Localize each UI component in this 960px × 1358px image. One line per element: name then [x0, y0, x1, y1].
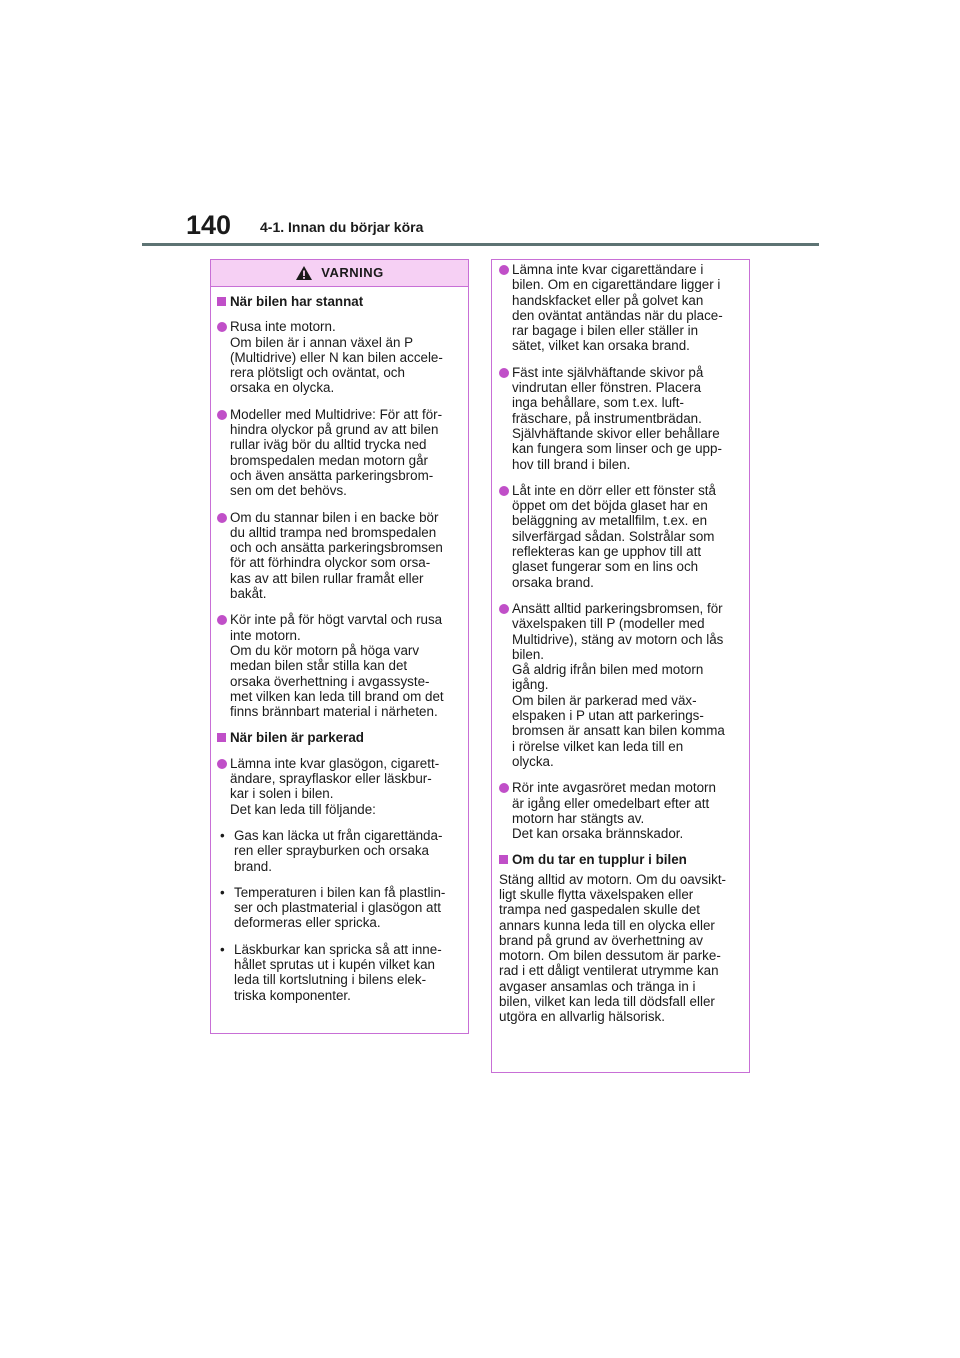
list-item — [499, 483, 741, 590]
dot-bullet-icon — [217, 322, 227, 332]
bullet-glyph: • — [220, 884, 225, 900]
dot-bullet-icon — [217, 615, 227, 625]
bullet-glyph: • — [220, 941, 225, 957]
list-item — [499, 365, 741, 472]
warning-box-continued — [491, 259, 750, 1073]
warning-triangle-icon — [295, 265, 313, 281]
item-text: Fäst inte självhäftande skivor på vindrutan eller fönstren. Placera inga behållare, som t.ex. luft- fräschare, på instrumentbrädan. Självhäftande skivor eller behållare kan fungera som linser och ge upp- hov till brand i bilen. — [512, 364, 722, 472]
item-text: Läskburkar kan spricka så att inne- hållet sprutas ut i kupén vilket kan leda till kortslutning i bilens elek- triska komponenter. — [234, 941, 442, 1003]
sub-bullet-item — [217, 828, 460, 874]
list-item — [217, 407, 460, 499]
item-text: Temperaturen i bilen kan få plastlin- ser och plastmaterial i glasögon att deformeras eller spricka. — [234, 884, 446, 931]
subheading-text: Om du tar en tupplur i bilen — [512, 852, 687, 868]
subheading-text: När bilen har stannat — [230, 294, 364, 309]
list-item — [499, 262, 741, 354]
item-text: Modeller med Multidrive: För att för- hindra olyckor på grund av att bilen rullar iväg bör du alltid trycka ned bromspedalen medan motorn går och även ansätta parkeringsbrom- sen om det behövs. — [230, 406, 443, 499]
sub-bullet-item — [217, 885, 460, 931]
warning-body — [211, 287, 468, 1003]
list-item — [499, 780, 741, 841]
item-text: Lämna inte kvar cigarettändare i bilen. Om en cigarettändare ligger i handskfacket eller på golvet kan den oväntat antändas när du place- rar bagage i bilen eller ställer in sätet, vilket kan orsaka brand. — [512, 262, 723, 354]
section-title: 4-1. Innan du börjar köra — [260, 219, 424, 235]
nap-paragraph: Stäng alltid av motorn. Om du oavsikt- ligt skulle flytta växelspaken eller trampa ned gaspedalen skulle det annars kunna leda till en olycka eller brand på grund av överhettning av motorn. Om bilen dessutom är parke- rad i ett dåligt ventilerat utrymme kan avgaser ansamlas och tränga in i bilen, vilket kan leda till dödsfall eller utgöra en allvarlig hälsorisk. — [499, 871, 726, 1025]
item-text: Gas kan läcka ut från cigarettända- ren eller sprayburken och orsaka brand. — [234, 827, 443, 874]
dot-bullet-icon — [217, 410, 227, 420]
item-text: Om du stannar bilen i en backe bör du alltid trampa ned bromspedalen och och ansätta parkeringsbromsen för att förhindra olyckor som orsa- kas av att bilen rullar framåt eller bakåt. — [230, 509, 443, 602]
bullet-glyph: • — [220, 827, 225, 843]
item-text: Rusa inte motorn. Om bilen är i annan växel än P (Multidrive) eller N kan bilen accele- rera plötsligt och oväntat, och orsaka en olycka. — [230, 319, 443, 396]
list-item — [217, 510, 460, 602]
item-text: Ansätt alltid parkeringsbromsen, för växelspaken till P (modeller med Multidrive), stäng av motorn och lås bilen. Gå aldrig ifrån bilen med motorn igång. Om bilen är parkerad med väx- elspaken i P utan att parkerings- bromsen är ansatt kan bilen komma i rörelse vilket kan leda till en olycka. — [512, 600, 725, 769]
dot-bullet-icon — [499, 368, 509, 378]
sub-bullet-item — [217, 942, 460, 1003]
list-item — [499, 601, 741, 769]
item-text: Låt inte en dörr eller ett fönster stå öppet om det böjda glaset har en beläggning av metallfilm, t.ex. en silverfärgad sådan. Solstrålar som reflekteras kan ge upphov till att glaset fungerar som en lins och orsaka brand. — [512, 482, 716, 590]
page-number: 140 — [186, 210, 232, 240]
square-bullet-icon — [217, 297, 226, 306]
item-text: Lämna inte kvar glasögon, cigarett- ändare, sprayflaskor eller läskbur- kar i solen i bilen. Det kan leda till följande: — [230, 755, 440, 817]
dot-bullet-icon — [499, 486, 509, 496]
warning-header — [211, 260, 468, 287]
list-item — [217, 319, 460, 395]
warning-label: VARNING — [321, 265, 384, 281]
dot-bullet-icon — [499, 265, 509, 275]
subheading-text: När bilen är parkerad — [230, 730, 364, 746]
dot-bullet-icon — [499, 783, 509, 793]
dot-bullet-icon — [217, 759, 227, 769]
dot-bullet-icon — [217, 513, 227, 523]
warning-box — [210, 259, 469, 1034]
dot-bullet-icon — [499, 604, 509, 614]
list-item — [217, 756, 460, 817]
header-rule — [142, 243, 819, 246]
subheading-nap — [499, 852, 741, 867]
item-text: Kör inte på för högt varvtal och rusa inte motorn. Om du kör motorn på höga varv medan bilen står stilla kan det orsaka överhettning i avgassyste- met vilken kan leda till brand om det finns brännbart material i närheten. — [230, 612, 444, 720]
list-item — [217, 612, 460, 719]
subheading-parked — [217, 730, 460, 745]
square-bullet-icon — [217, 733, 226, 742]
item-text: Rör inte avgasröret medan motorn är igång eller omedelbart efter att motorn har stängts av. Det kan orsaka brännskador. — [512, 780, 716, 842]
square-bullet-icon — [499, 855, 508, 864]
subheading-stopped — [217, 294, 460, 309]
